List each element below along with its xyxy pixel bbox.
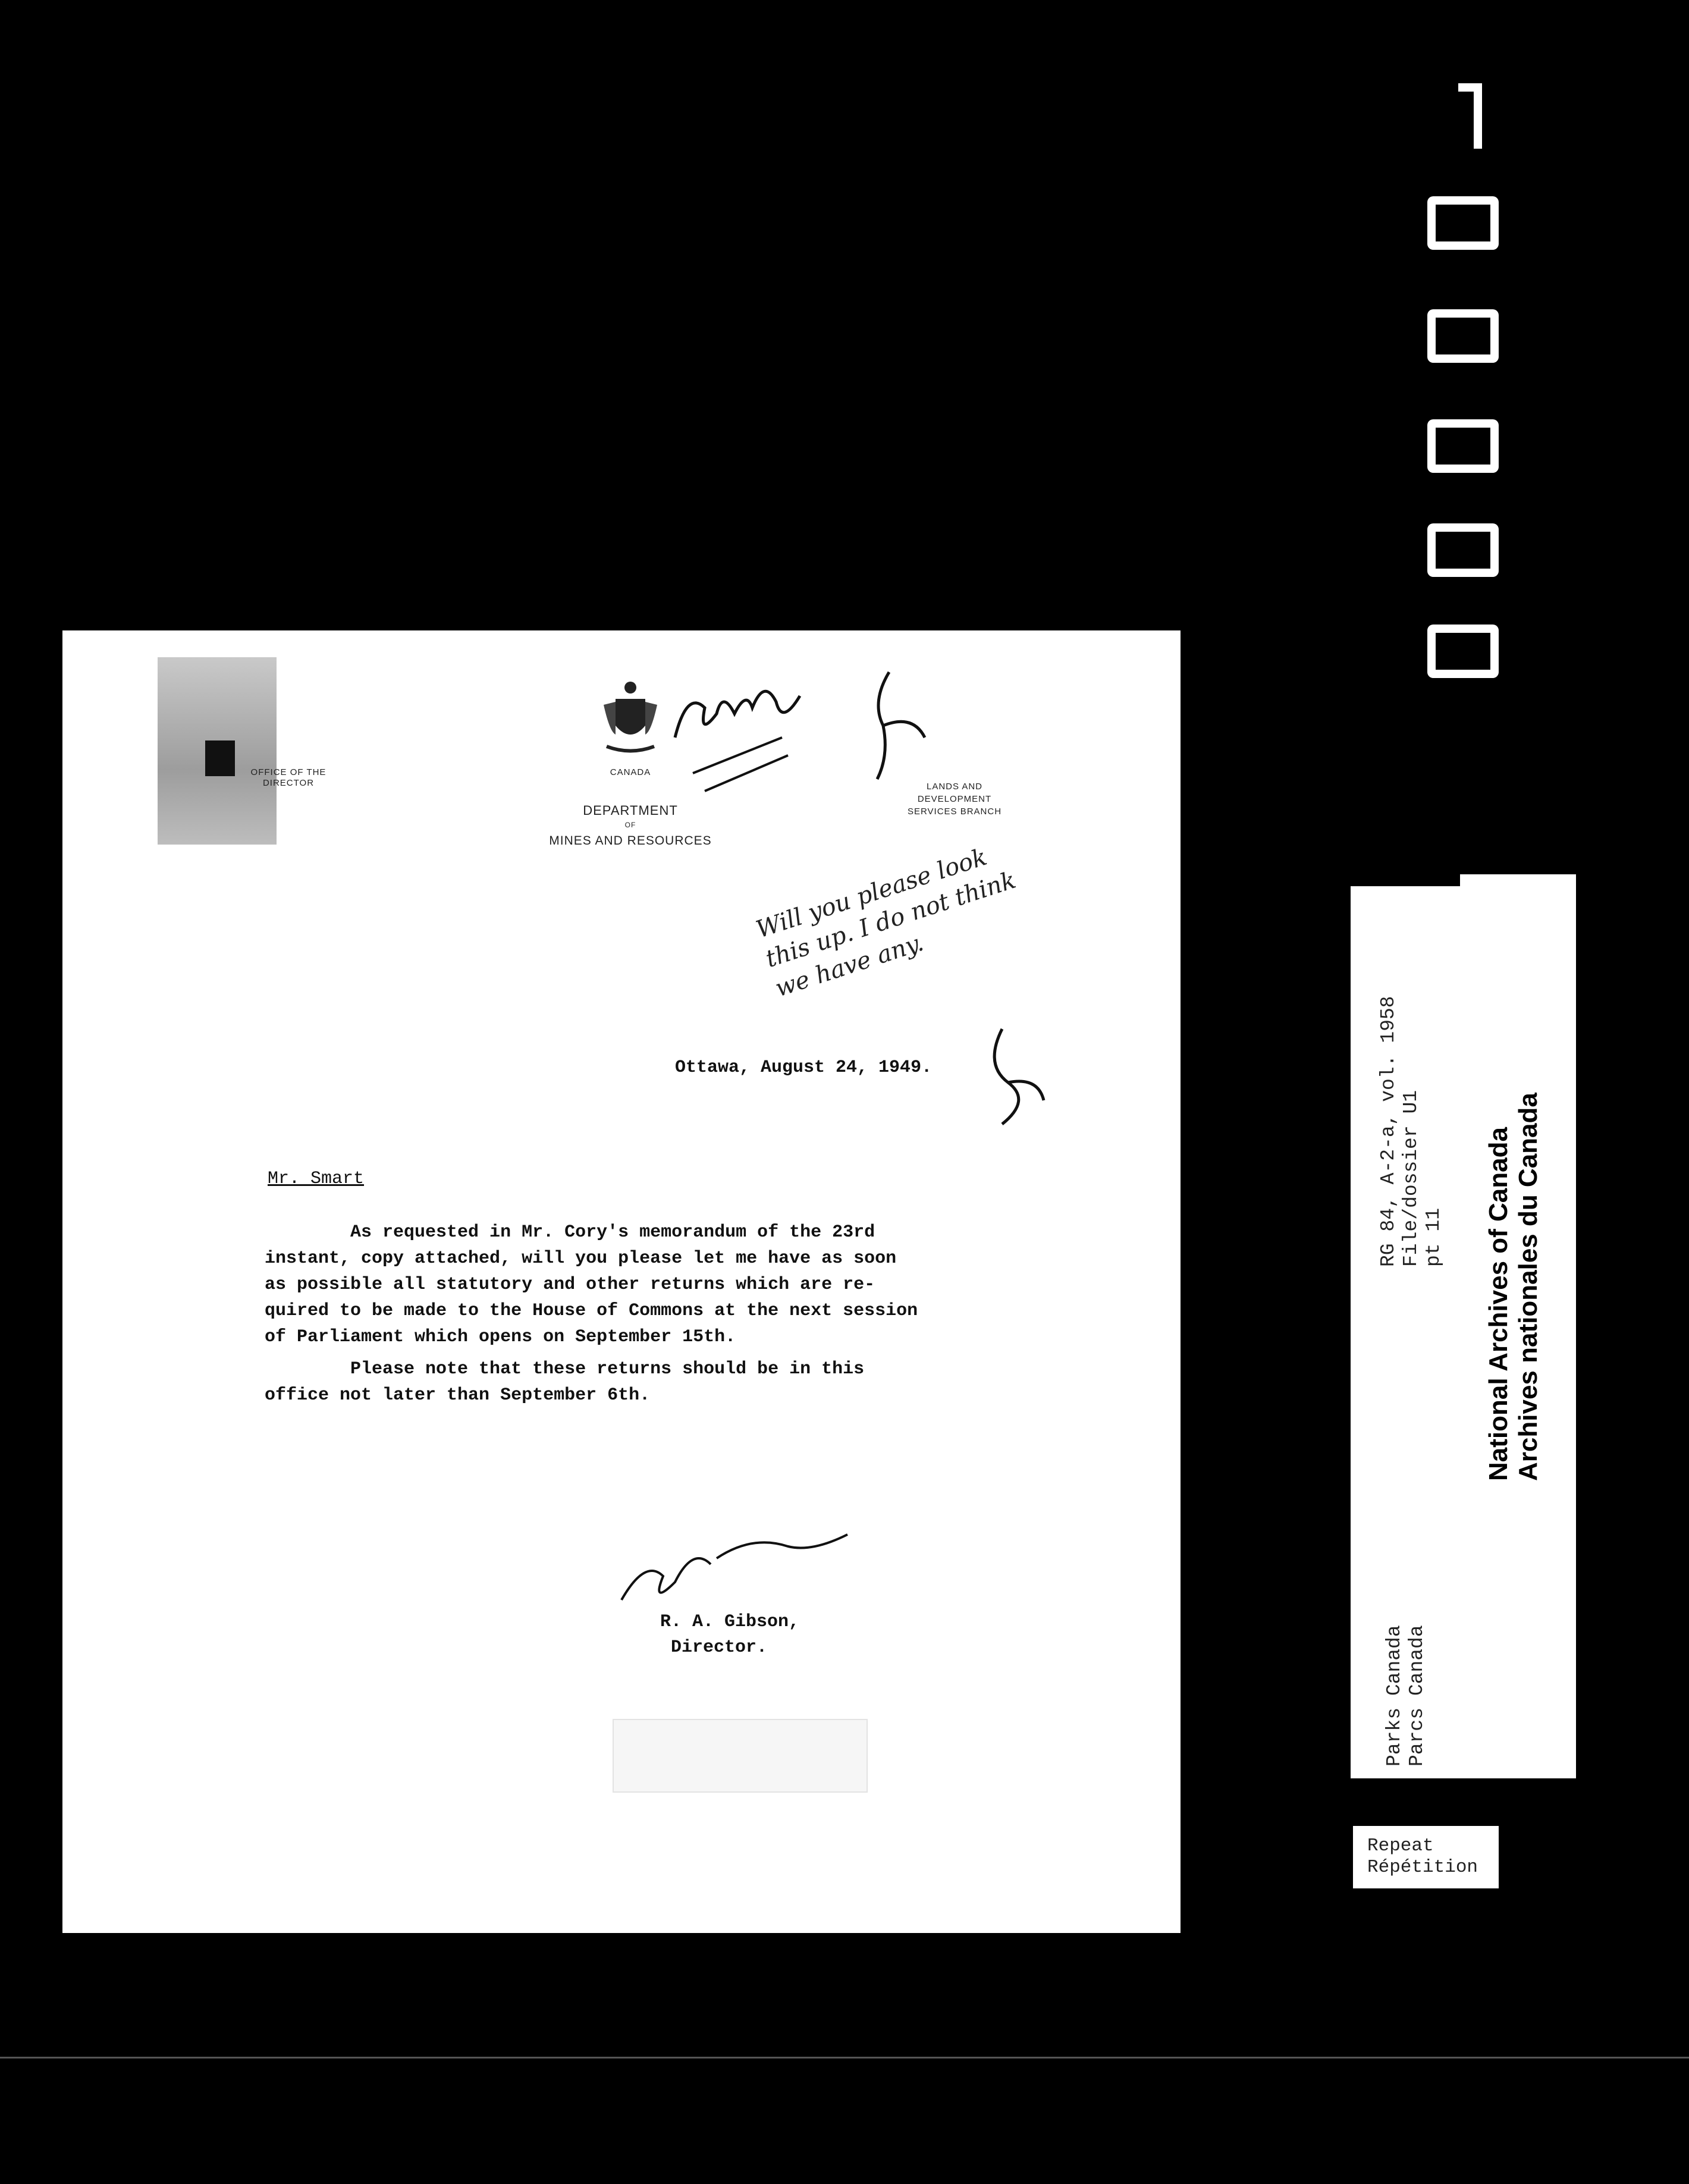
department-label: DEPARTMENT <box>583 803 678 818</box>
repeat-label: Repeat Répétition <box>1353 1826 1499 1888</box>
counter-digit-5 <box>1415 523 1511 577</box>
reference-card <box>1347 886 1461 1778</box>
department-of-label: OF <box>624 821 636 829</box>
faint-stamp <box>613 1719 868 1793</box>
office-of-director: OFFICE OF THE DIRECTOR <box>250 767 327 788</box>
signature-title: Director. <box>671 1637 768 1658</box>
counter-digit-6 <box>1415 625 1511 678</box>
letter-page <box>62 630 1181 1933</box>
handwritten-note: Will you please look this up. I do not think we have any. <box>752 843 1019 1003</box>
signature-name: R. A. Gibson, <box>660 1612 800 1632</box>
handwritten-scribble <box>978 1017 1062 1136</box>
date-line: Ottawa, August 24, 1949. <box>675 1058 933 1078</box>
counter-digit-4 <box>1415 419 1511 473</box>
body-paragraph-2: Please note that these returns should be in this office not later than September 6th. <box>265 1359 865 1405</box>
ministry-label: MINES AND RESOURCES <box>549 834 712 848</box>
addressee: Mr. Smart <box>268 1169 365 1189</box>
reference-lines: RG 84, A-2-a, vol. 1958 File/dossier U1 pt 11 <box>1377 996 1445 1267</box>
staple-smudge <box>158 657 277 845</box>
counter-digit-2 <box>1415 196 1511 250</box>
counter-digit-1 <box>1415 83 1511 149</box>
archive-name: National Archives of Canada Archives nationales du Canada <box>1484 1093 1543 1481</box>
handwritten-initials <box>663 654 972 821</box>
agency-lines: Parks Canada Parcs Canada <box>1383 1625 1428 1766</box>
branch-label: LANDS AND DEVELOPMENT SERVICES BRANCH <box>907 782 1002 817</box>
country-label: CANADA <box>610 767 651 777</box>
bottom-rule <box>0 2057 1689 2059</box>
body-paragraph-1: As requested in Mr. Cory's memorandum of the 23rd instant, copy attached, will you please let me have as soon as possible all statutory and other returns which are re- quired to be made to the House of Commons at the next session of Parliament which opens on September 15th. <box>265 1222 918 1347</box>
counter-digit-3 <box>1415 309 1511 363</box>
coat-of-arms-icon <box>598 678 663 761</box>
archives-card <box>1460 874 1576 1778</box>
